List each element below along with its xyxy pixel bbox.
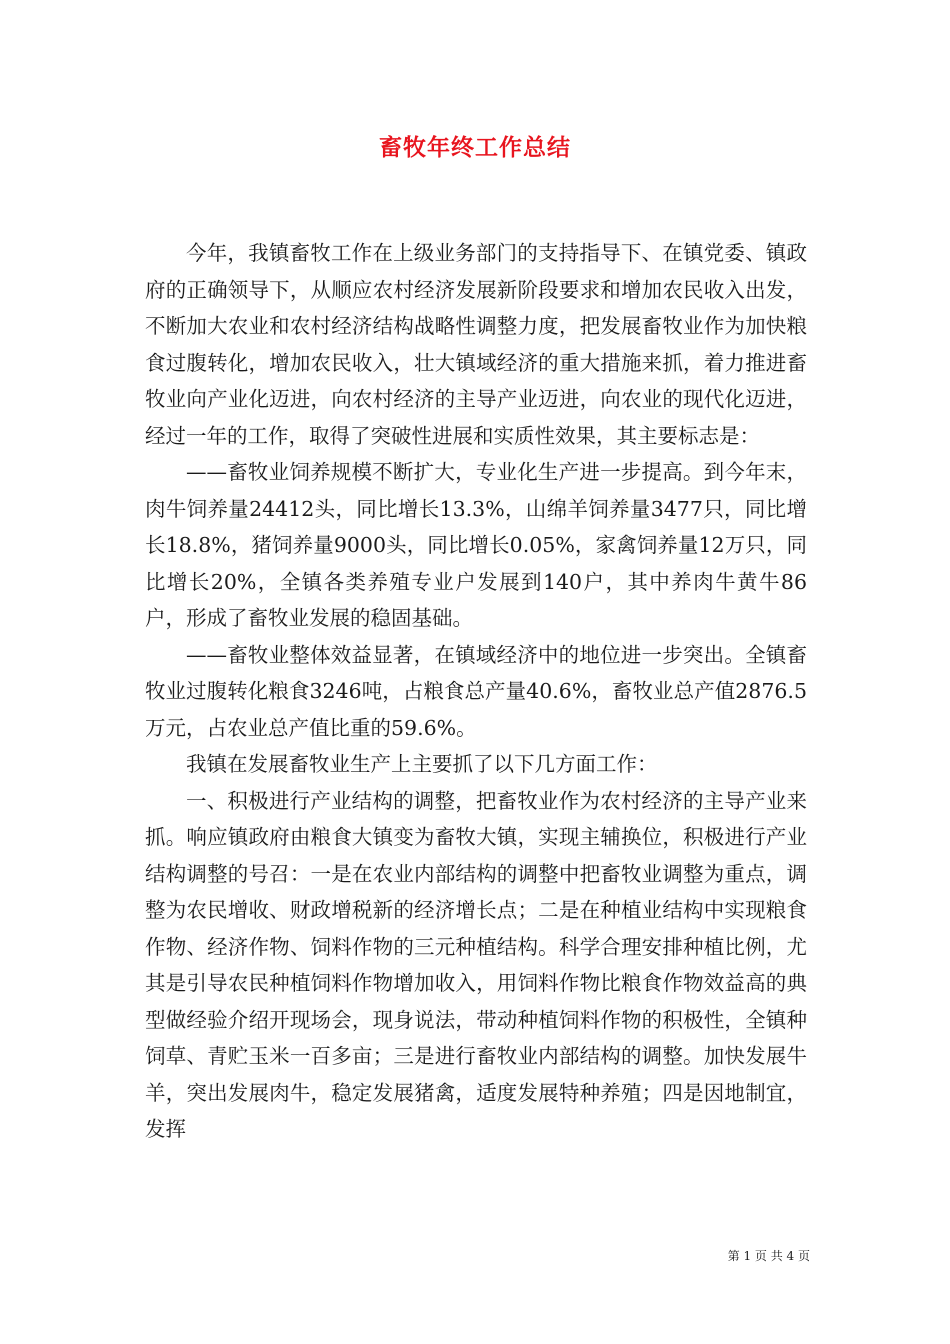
document-title: 畜牧年终工作总结 bbox=[379, 135, 571, 161]
document-body bbox=[145, 235, 807, 1148]
paragraph-section-one: 一、积极进行产业结构的调整，把畜牧业作为农村经济的主导产业来抓。响应镇政府由粮食大镇变为畜牧大镇，实现主辅换位，积极进行产业结构调整的号召：一是在农业内部结构的调整中把畜牧业调整为重点，调整为农民增收、财政增税新的经济增长点；二是在种植业结构中实现粮食作物、经济作物、饲料作物的三元种植结构。科学合理安排种植比例，尤其是引导农民种植饲料作物增加收入，用饲料作物比粮食作物效益高的典型做经验介绍开现场会，现身说法，带动种植饲料作物的积极性，全镇种饲草、青贮玉米一百多亩；三是进行畜牧业内部结构的调整。加快发展牛羊，突出发展肉牛，稳定发展猪禽，适度发展特种养殖；四是因地制宜，发挥 bbox=[145, 788, 807, 1141]
page-number: 第 1 页 共 4 页 bbox=[727, 1249, 810, 1263]
paragraph-work-intro: 我镇在发展畜牧业生产上主要抓了以下几方面工作： bbox=[186, 752, 658, 776]
paragraph-benefit: ——畜牧业整体效益显著，在镇域经济中的地位进一步突出。全镇畜牧业过腹转化粮食3246吨，占粮食总产量40.6%，畜牧业总产值2876.5万元，占农业总产值比重的59.6%。 bbox=[145, 642, 807, 740]
paragraph-scale: ——畜牧业饲养规模不断扩大，专业化生产进一步提高。到今年末，肉牛饲养量24412头，同比增长13.3%，山绵羊饲养量3477只，同比增长18.8%，猪饲养量9000头，同比增长0.05%，家禽饲养量12万只，同比增长20%，全镇各类养殖专业户发展到140户，其中养肉牛黄牛86户，形成了畜牧业发展的稳固基础。 bbox=[145, 460, 807, 630]
paragraph-intro: 今年，我镇畜牧工作在上级业务部门的支持指导下、在镇党委、镇政府的正确领导下，从顺应农村经济发展新阶段要求和增加农民收入出发，不断加大农业和农村经济结构战略性调整力度，把发展畜牧业作为加快粮食过腹转化，增加农民收入，壮大镇域经济的重大措施来抓，着力推进畜牧业向产业化迈进，向农村经济的主导产业迈进，向农业的现代化迈进，经过一年的工作，取得了突破性进展和实质性效果，其主要标志是： bbox=[145, 241, 807, 448]
